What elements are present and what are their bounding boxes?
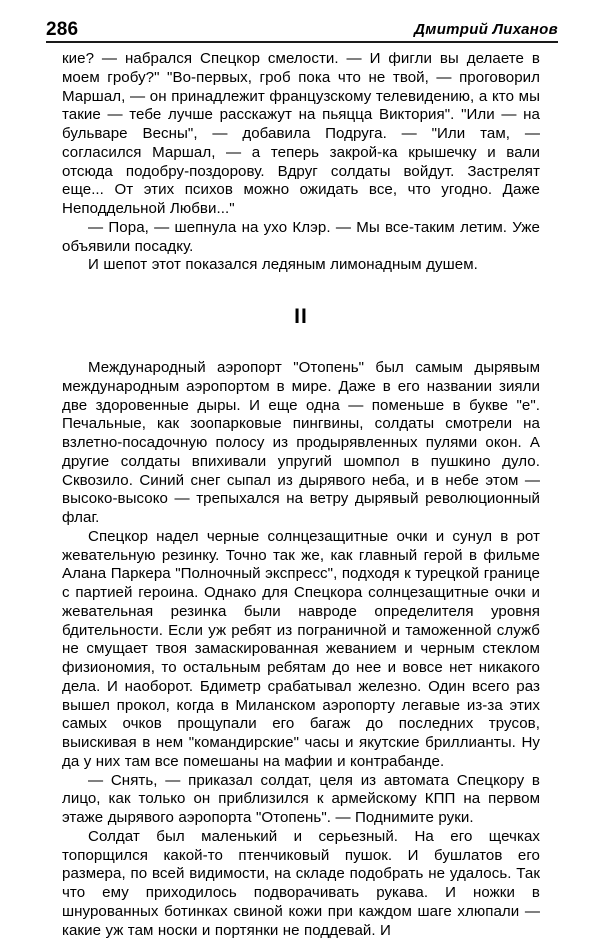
running-head [46, 16, 558, 40]
paragraph-whisper: И шепот этот показался ледяным лимонадным душем. [88, 256, 478, 274]
paragraph-sunglasses: Спецкор надел черные солнцезащитные очки и сунул в рот жевательную резинку. Точно так же, как главный герой в фильме Алана Паркера "Полночный экспресс", подходя к турецкой границе с партией героина. Однако для Спецкора солнцезащитные очки и жевательная резинка были навроде определителя уровня бдительности. Если уж ребят из пограничной и таможенной служб не смущает твоя замаскированная жеванием и черным стеклом физиономия, то остальным ребятам до нее и вовсе нет никакого дела. И наоборот. Бдиметр срабатывал железно. Один всего раз вышел прокол, когда в Миланском аэропорту легавые из-за этих самых очков прощупали его багаж до последних трусов, выискивая в нем "командирские" часы и якутские бриллианты. Ну да у них там все помешаны на мафии и контрабанде. [62, 527, 540, 770]
paragraph-continuation: кие? — набрался Спецкор смелости. — И фигли вы делаете в моем гробу?" "Во-первых, гроб пока что не твой, — проговорил Маршал, — он принадлежит французскому телевидению, а кто мы такие — тебе лучше расскажут на пьяцца Виктория". "Или — на бульваре Весны", — добавила Подруга. — "Или там, — согласился Маршал, — а теперь закрой-ка крышечку и вали отсюда подобру-поздорову. Вдруг солдаты войдут. Застрелят еще... От этих психов можно ожидать все, что угодно. Даже Неподдельной Любви..." [62, 50, 540, 217]
chapter-number: II [294, 305, 308, 328]
text-block [62, 50, 540, 940]
chapter-spacer-bottom [62, 329, 540, 359]
author-name: Дмитрий Лиханов [414, 21, 558, 38]
paragraph-soldier-order: — Снять, — приказал солдат, целя из автомата Спецкору в лицо, как только он приблизился к армейскому КПП на первом этаже дырявого аэропорта "Отопень". — Поднимите руки. [62, 771, 540, 826]
paragraph-soldier-description: Солдат был маленький и серьезный. На его щечках топорщился какой-то птенчиковый пушок. И бушлатов его размера, по всей видимости, на складе подобрать не удалось. Так что ему приходилось подворачивать рукава. И ножки в шнурованных ботинках свиной кожи при каждом шаге хлюпали — какие уж там носки и портянки не поддевай. И [62, 827, 540, 939]
chapter-spacer-top [62, 275, 540, 305]
page-number: 286 [46, 19, 79, 40]
header-divider [46, 41, 558, 43]
paragraph-dialogue-pora: — Пора, — шепнула на ухо Клэр. — Мы все-таким летим. Уже объявили посадку. [62, 218, 540, 255]
paragraph-airport: Международный аэропорт "Отопень" был самым дырявым международным аэропортом в мире. Даже в его названии зияли две здоровенные дыры. И еще одна — поменьше в букве "е". Печальные, как зоопарковые пингвины, солдаты смотрели на взлетно-посадочную полосу из продырявленных пулями окон. А другие солдаты впихивали упругий шомпол в пушкино дуло. Сквозило. Синий снег сыпал из дырявого неба, и в небе этом — высоко-высоко — трепыхался на ветру дырявый революционный флаг. [62, 359, 540, 526]
